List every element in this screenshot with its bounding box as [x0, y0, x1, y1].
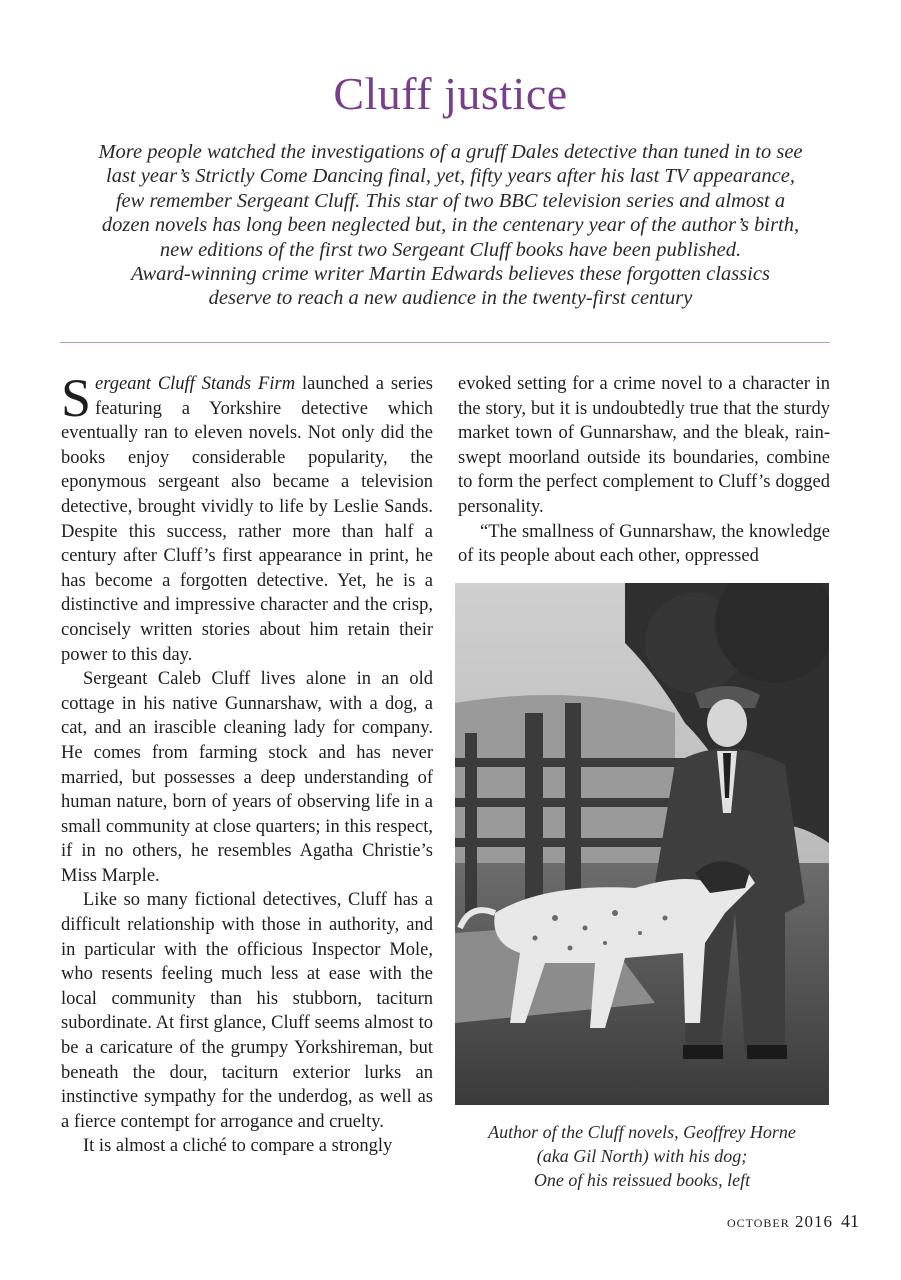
drop-cap: S: [61, 368, 92, 428]
standfirst-line: deserve to reach a new audience in the twenty-first century: [208, 287, 693, 310]
section-divider: [60, 342, 830, 343]
body-column-right: [458, 372, 830, 569]
standfirst-line: new editions of the first two Sergeant Cluff books have been published.: [159, 238, 742, 261]
standfirst-line: dozen novels has long been neglected but, in the centenary year of the author’s birth,: [101, 214, 800, 237]
caption-line: (aka Gil North) with his dog;: [536, 1146, 748, 1166]
photo-caption: [455, 1120, 829, 1192]
caption-line: Author of the Cluff novels, Geoffrey Horne: [488, 1122, 796, 1142]
body-paragraph: “The smallness of Gunnarshaw, the knowledge of its people about each other, oppressed: [458, 521, 830, 567]
page-footer: [727, 1211, 859, 1232]
body-paragraph: It is almost a cliché to compare a strongly: [83, 1136, 393, 1157]
standfirst-line: Award-winning crime writer Martin Edwards believes these forgotten classics: [131, 263, 770, 286]
caption-line: One of his reissued books, left: [533, 1170, 751, 1190]
paragraph-text: launched a series featuring a Yorkshire detective which eventually ran to eleven novels. Not only did the books enjoy considerable popularity, the eponymous sergeant also became a television detective, brought vividly to life by Leslie Sands. Despite this success, rather more than half a century after Cluff’s first appearance in print, he has become a forgotten detective. Yet, he is a distinctive and impressive character and the crisp, concisely written stories about him retain their power to this day.: [61, 374, 433, 665]
body-paragraph: Sergeant Caleb Cluff lives alone in an old cottage in his native Gunnarshaw, with a dog, a cat, and an irascible cleaning lady for company. He comes from farming stock and has never married, but possesses a deep understanding of human nature, born of years of observing life in a small community at close quarters; in this respect, if in no others, he resembles Agatha Christie’s Miss Marple.: [61, 669, 433, 886]
article-title: Cluff justice: [333, 68, 568, 119]
standfirst: [60, 140, 841, 311]
book-title: ergeant Cluff Stands Firm: [95, 374, 296, 394]
standfirst-line: few remember Sergeant Cluff. This star of two BBC television series and almost a: [115, 189, 786, 212]
body-paragraph: evoked setting for a crime novel to a character in the story, but it is undoubtedly true that the sturdy market town of Gunnarshaw, and the bleak, rain-swept moorland outside its boundaries, combine to form the perfect complement to Cluff’s dogged personality.: [458, 374, 830, 517]
standfirst-line: last year’s Strictly Come Dancing final, yet, fifty years after his last TV appearance,: [106, 165, 795, 188]
page-number: 41: [841, 1211, 859, 1231]
author-photo: [455, 583, 829, 1105]
issue-date: october 2016: [726, 1212, 833, 1231]
standfirst-line: More people watched the investigations of a gruff Dales detective than tuned in to see: [98, 141, 803, 163]
body-paragraph: Like so many fictional detectives, Cluff has a difficult relationship with those in authority, and in particular with the officious Inspector Mole, who resents feeling much less at ease with the local community than his stubborn, taciturn subordinate. At first glance, Cluff seems almost to be a caricature of the grumpy Yorkshireman, but beneath the dour, taciturn exterior lurks an instinctive sympathy for the underdog, as well as a fierce contempt for arrogance and cruelty.: [61, 890, 433, 1132]
body-column-left: [61, 368, 433, 1159]
body-paragraph: [61, 368, 433, 667]
